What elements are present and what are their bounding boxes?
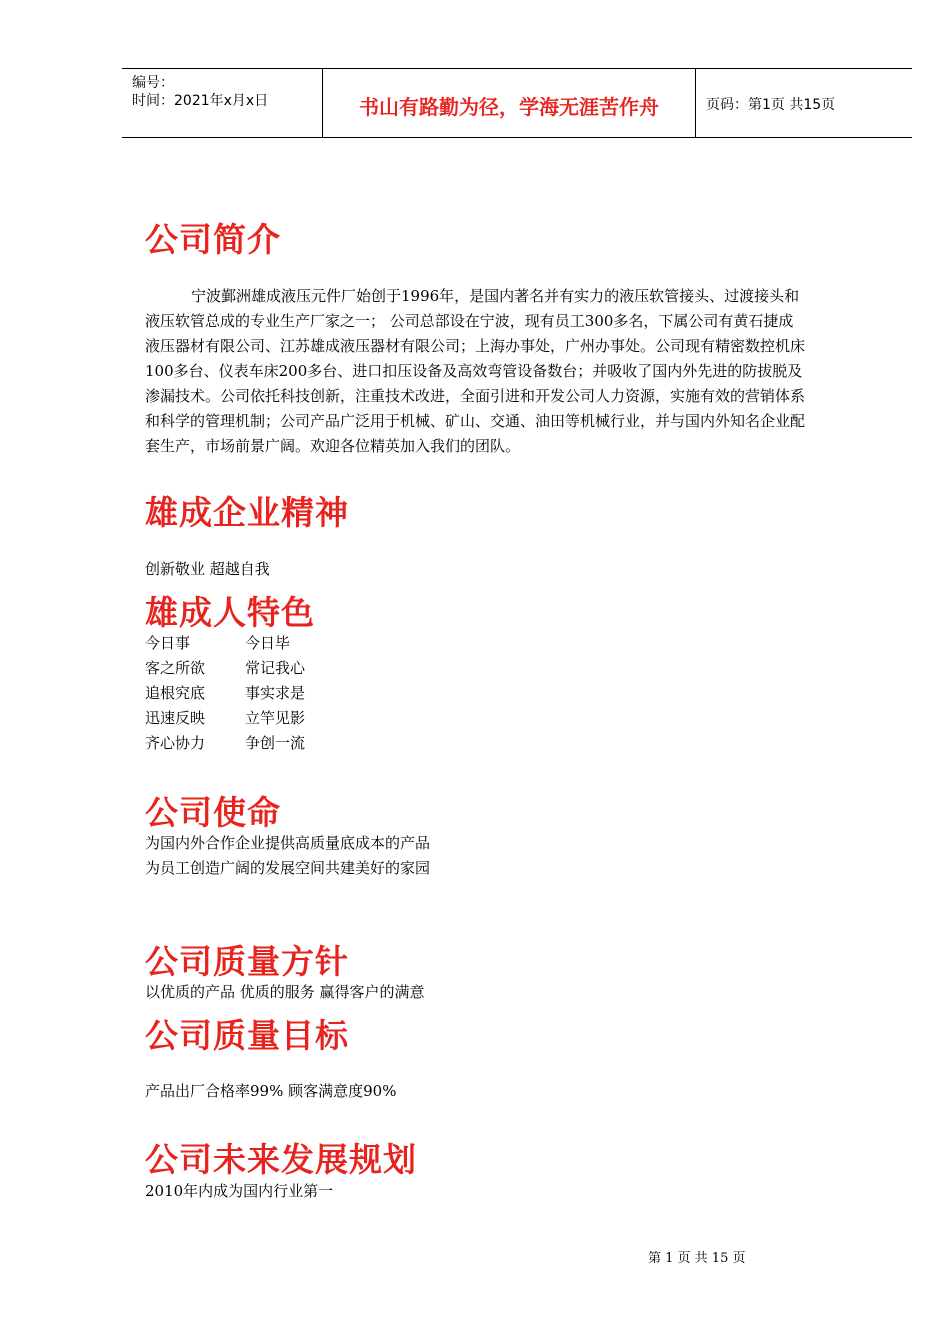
intro-line: 宁波鄞洲雄成液压元件厂始创于1996年，是国内著名并有实力的液压软管接头、过渡接头和 [191,287,800,305]
section-title-spirit: 雄成企业精神 [145,493,349,532]
trait-row [145,706,305,731]
trait-left: 客之所欲 [145,659,206,677]
trait-left: 迅速反映 [145,709,206,727]
trait-left: 今日事 [145,634,191,652]
future-text: 2010年内成为国内行业第一 [145,1182,334,1200]
serial-label: 编号： [132,75,174,91]
header-motto: 书山有路勤为径，学海无涯苦作舟 [359,95,659,119]
intro-line: 液压器材有限公司、江苏雄成液压器材有限公司；上海办事处，广州办事处。公司现有精密数控机床 [145,337,806,355]
mission-line: 为国内外合作企业提供高质量底成本的产品 [145,834,431,852]
section-title-mission: 公司使命 [145,793,281,832]
intro-paragraph [145,284,885,459]
header-info-cell [122,69,323,137]
intro-line: 液压软管总成的专业生产厂家之一； 公司总部设在宁波，现有员工300多名，下属公司有黄石捷成 [145,312,794,330]
mission-line: 为员工创造广阔的发展空间共建美好的家园 [145,859,431,877]
section-title-traits: 雄成人特色 [145,593,315,632]
time-label: 时间：2021年x月x日 [132,93,269,109]
intro-line: 套生产，市场前景广阔。欢迎各位精英加入我们的团队。 [145,437,521,455]
trait-row [145,656,305,681]
trait-row [145,731,305,756]
trait-right: 今日毕 [245,634,291,652]
quality-policy-text: 以优质的产品 优质的服务 赢得客户的满意 [145,983,425,1001]
section-title-quality-policy: 公司质量方针 [145,942,349,981]
header-table [122,68,912,138]
quality-goal-text: 产品出厂合格率99% 顾客满意度90% [145,1082,397,1100]
trait-right: 常记我心 [245,659,306,677]
intro-line: 和科学的管理机制；公司产品广泛用于机械、矿山、交通、油田等机械行业，并与国内外知名企业配 [145,412,806,430]
header-motto-cell [323,69,696,137]
trait-row [145,631,290,656]
section-title-quality-goal: 公司质量目标 [145,1016,349,1055]
intro-line: 100多台、仪表车床200多台、进口扣压设备及高效弯管设备数台；并吸收了国内外先进的防拔脱及 [145,362,803,380]
trait-right: 立竿见影 [245,709,306,727]
trait-right: 争创一流 [245,734,306,752]
trait-row [145,681,305,706]
header-page-label: 页码：第1页 共15页 [706,97,836,113]
trait-right: 事实求是 [245,684,306,702]
section-title-intro: 公司简介 [145,220,281,259]
spirit-text: 创新敬业 超越自我 [145,560,270,578]
section-title-future: 公司未来发展规划 [145,1140,417,1179]
trait-left: 追根究底 [145,684,206,702]
header-page-cell [696,69,912,137]
page-footer: 第 1 页 共 15 页 [648,1251,746,1266]
trait-left: 齐心协力 [145,734,206,752]
intro-line: 渗漏技术。公司依托科技创新，注重技术改进，全面引进和开发公司人力资源，实施有效的营销体系 [145,387,806,405]
